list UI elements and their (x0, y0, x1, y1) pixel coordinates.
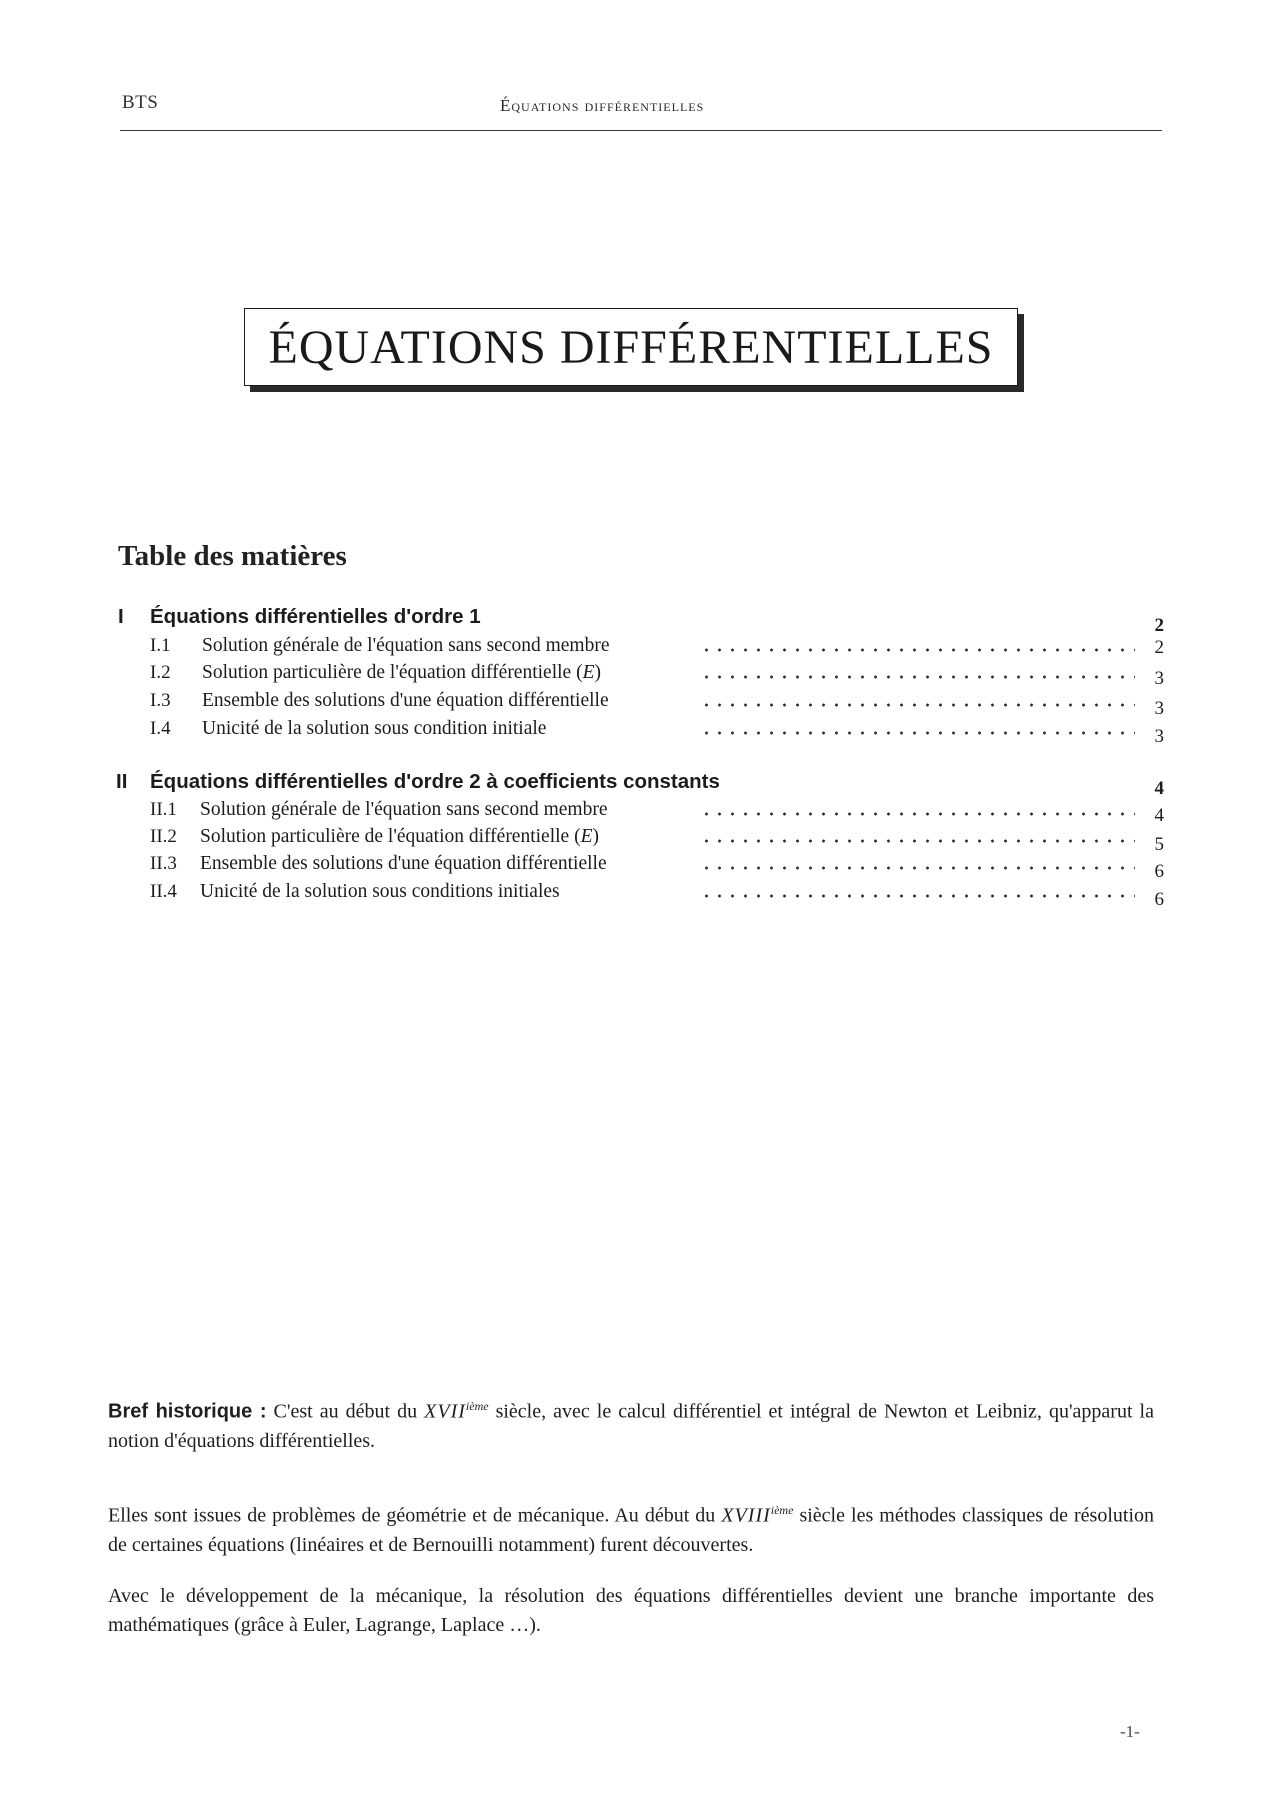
toc-chapter-2[interactable] (0, 770, 1280, 798)
history-p1-text-b: siècle, avec le calcul différentiel et intégral de Newton et Leibniz, qu'apparut la notion d'équations différentielles. (108, 1400, 1154, 1452)
toc-page-number: 3 (1154, 698, 1164, 719)
toc-leader-dots (700, 809, 1135, 819)
toc-section-label (202, 662, 607, 684)
history-p2-text-a: Elles sont issues de problèmes de géométrie et de mécanique. Au début du (108, 1504, 722, 1527)
toc-section-1-3[interactable] (0, 690, 1280, 718)
toc-section-label: Solution générale de l'équation sans second membre (202, 635, 615, 657)
toc-heading: Table des matières (118, 540, 347, 572)
toc-chapter-number: II (116, 770, 128, 793)
running-header (120, 90, 1162, 131)
history-p1-ordinal: ième (465, 1399, 489, 1413)
toc-leader-dots (700, 700, 1135, 710)
history-lead: Bref historique : (108, 1400, 267, 1423)
header-left-text: BTS (122, 92, 159, 113)
toc-section-label: Ensemble des solutions d'une équation différentielle (202, 690, 615, 712)
toc-section-number: II.2 (150, 826, 177, 847)
toc-section-1-1[interactable] (0, 635, 1280, 663)
toc-label-variable: E (580, 826, 593, 847)
history-p1-century: XVII (424, 1400, 466, 1423)
toc-section-2-2[interactable] (0, 826, 1280, 854)
history-paragraph-1 (108, 1392, 1154, 1456)
toc-leader-dots (700, 645, 1135, 655)
toc-section-number: I.3 (150, 690, 171, 711)
toc-chapter-label: Équations différentielles d'ordre 2 à coefficients constants (150, 770, 726, 794)
history-p2-century: XVIII (721, 1504, 771, 1527)
toc-page-number: 4 (1154, 778, 1164, 799)
document-title: ÉQUATIONS DIFFÉRENTIELLES (268, 320, 994, 374)
page-number: -1- (1120, 1722, 1140, 1741)
toc-section-1-4[interactable] (0, 718, 1280, 746)
toc-page-number: 6 (1154, 889, 1164, 910)
toc-section-number: I.4 (150, 718, 171, 739)
toc-leader-dots (700, 891, 1135, 901)
toc-label-suffix: ) (594, 662, 601, 683)
history-p1-text-a: C'est au début du (266, 1400, 425, 1423)
history-p2-ordinal: ième (770, 1503, 794, 1517)
toc-page-number: 6 (1154, 861, 1164, 882)
toc-label-variable: E (582, 662, 595, 683)
toc-section-2-4[interactable] (0, 881, 1280, 909)
toc-label-prefix: Solution particulière de l'équation différentielle ( (200, 826, 581, 847)
history-paragraph-3: Avec le développement de la mécanique, la résolution des équations différentielles devient une branche importante des mathématiques (grâce à Euler, Lagrange, Laplace …). (108, 1585, 1154, 1636)
toc-section-number: II.3 (150, 853, 177, 874)
toc-section-number: II.1 (150, 799, 177, 820)
toc-chapter-label: Équations différentielles d'ordre 1 (150, 605, 487, 629)
history-paragraph-2 (108, 1496, 1154, 1560)
toc-chapter-number: I (118, 605, 124, 628)
toc-section-label: Ensemble des solutions d'une équation différentielle (200, 853, 613, 875)
title-box (244, 308, 1018, 386)
toc-page-number: 5 (1154, 834, 1164, 855)
toc-section-2-1[interactable] (0, 799, 1280, 827)
toc-section-label: Unicité de la solution sous condition initiale (202, 718, 552, 740)
toc-section-number: I.2 (150, 662, 171, 683)
header-center-text: Équations différentielles (500, 96, 705, 115)
toc-page-number: 2 (1154, 615, 1164, 636)
toc-leader-dots (700, 863, 1135, 873)
toc-section-number: I.1 (150, 635, 171, 656)
toc-section-label: Unicité de la solution sous conditions initiales (200, 881, 566, 903)
toc-page-number: 3 (1154, 726, 1164, 747)
toc-chapter-1[interactable] (0, 605, 1280, 636)
history-p2-text-b: siècle les méthodes classiques de résolution de certaines équations (linéaires et de Bernouilli notamment) furent découvertes. (108, 1504, 1155, 1556)
toc-page-number: 2 (1154, 637, 1164, 658)
toc-label-suffix: ) (592, 826, 599, 847)
toc-leader-dots (700, 672, 1135, 682)
toc-section-number: II.4 (150, 881, 177, 902)
toc-page-number: 4 (1154, 805, 1164, 826)
toc-section-label: Solution générale de l'équation sans second membre (200, 799, 613, 821)
toc-leader-dots (700, 836, 1135, 846)
toc-section-1-2[interactable] (0, 662, 1280, 690)
toc-label-prefix: Solution particulière de l'équation différentielle ( (202, 662, 583, 683)
toc-section-2-3[interactable] (0, 853, 1280, 881)
toc-page-number: 3 (1154, 668, 1164, 689)
toc-section-label (200, 826, 605, 848)
toc-leader-dots (700, 728, 1135, 738)
